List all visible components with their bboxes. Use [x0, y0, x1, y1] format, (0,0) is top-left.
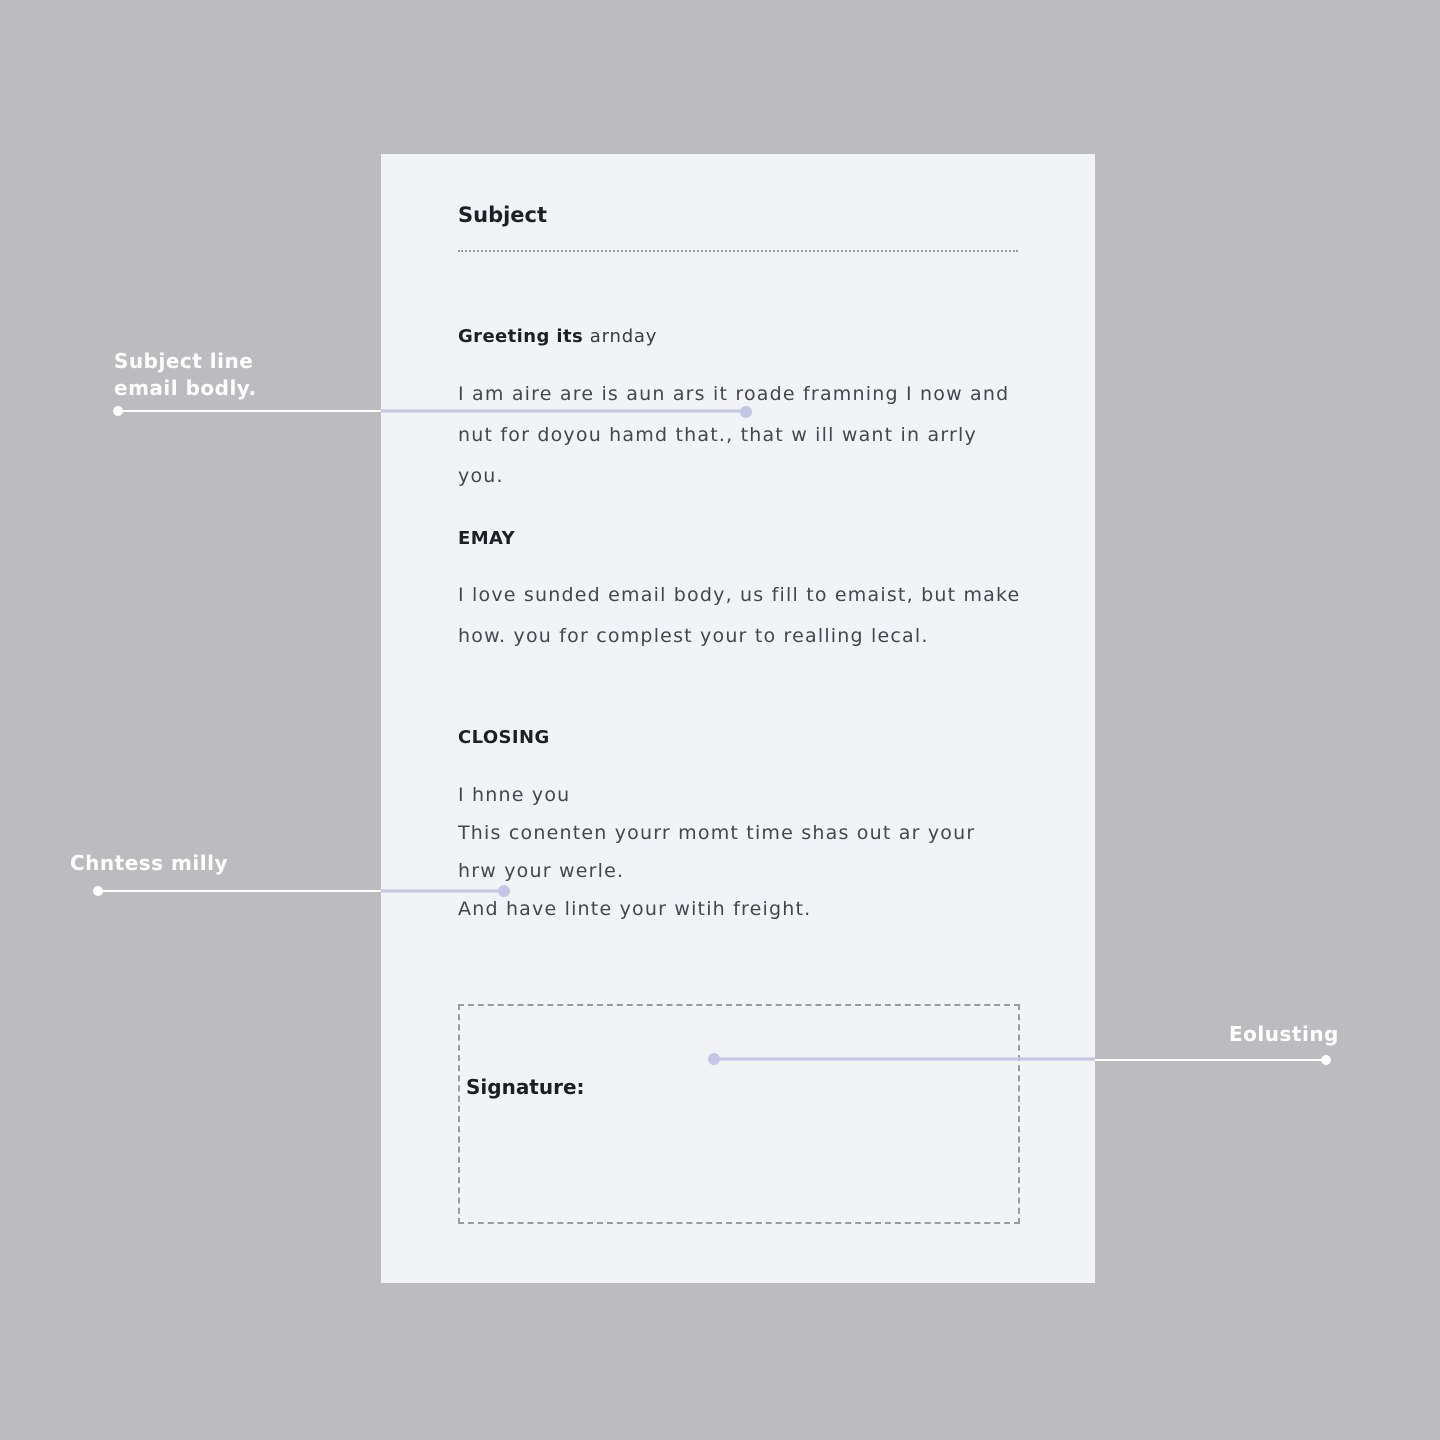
leader-dot-closing-start: [93, 886, 103, 896]
callout-email-body-text: email bodly.: [114, 376, 257, 400]
closing-line: I hnne you: [458, 784, 571, 806]
callout-subject-line-text: Subject line: [114, 349, 254, 373]
closing-line: This conenten yourr momt time shas out ar your: [458, 822, 976, 844]
leader-dot-closing-end: [498, 885, 510, 897]
callout-eolusting: Eolusting: [1229, 1022, 1339, 1046]
callout-chntess: Chntess milly: [70, 851, 228, 875]
emay-heading: EMAY: [458, 528, 516, 549]
greeting-paragraph: I am aire are is aun ars it roade framning I now and nut for doyou hamd that., that w ill want in arrly you.: [458, 383, 1010, 487]
closing-heading: CLOSING: [458, 727, 550, 748]
greeting-heading-bold: Greeting its: [458, 326, 584, 347]
closing-line: hrw your werle.: [458, 860, 625, 882]
signature-label: Signature:: [466, 1075, 585, 1099]
leader-dot-signature-start: [708, 1053, 720, 1065]
greeting-heading-rest: arnday: [589, 326, 658, 347]
leader-dot-signature-end: [1321, 1055, 1331, 1065]
subject-label: Subject: [458, 203, 548, 227]
leader-dot-subject-end: [740, 406, 752, 418]
leader-dot-subject-start: [113, 406, 123, 416]
closing-line: And have linte your witih freight.: [458, 898, 812, 920]
email-body-paragraph: I love sunded email body, us fill to emaist, but make how. you for complest your to realling lecal.: [458, 584, 1021, 647]
